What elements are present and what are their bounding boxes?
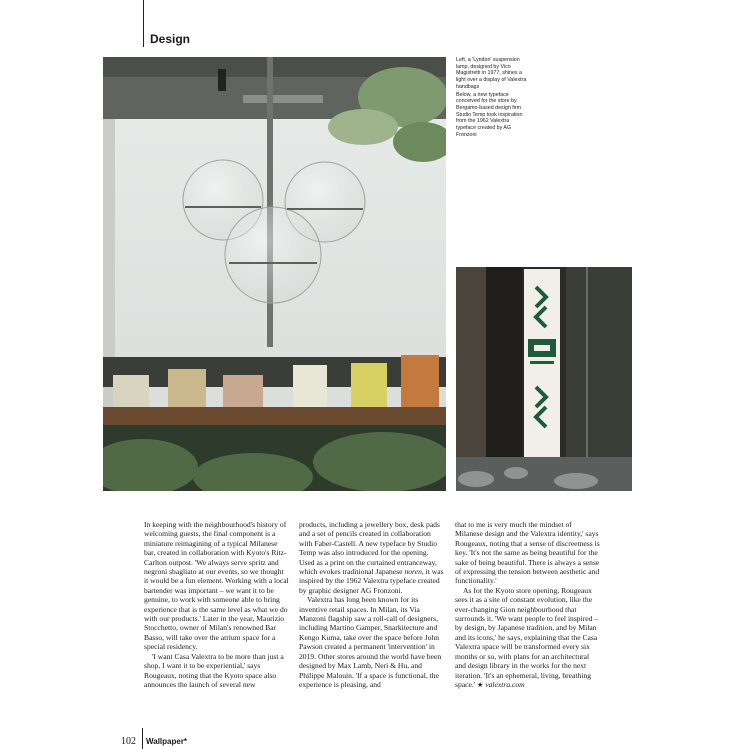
body-column-1: [144, 520, 289, 689]
text-run: As for the Kyoto store opening, Rougeaux sees it as a site of constant evolution, like the ever-changing Gion neighbourhood that surrounds it. 'We want people to feel inspired – by design, by Japanese tradition, and by Milan and its icons,' he says, explaining that the Casa Valextra space will be transformed every six months or so, with plans for an architectural and design library in the works for the next iteration. 'It's an ephemeral, living, breathing space.': [455, 585, 599, 689]
paragraph: 'I want Casa Valextra to be more than just a shop, I want it to be experiential,' says Rougeaux, noting that the Kyoto space also announces the launch of several new: [144, 651, 284, 689]
paragraph: that to me is very much the mindset of Milanese design and the Valextra identity,' says Rougeaux, noting that a sense of discreetness is key. 'It's not the same as being beautiful for the sake of being beautiful. There is always a sense of expressing the tension between aesthetic and functionality.': [455, 520, 600, 586]
body-column-2: [299, 520, 445, 689]
photo-caption: [456, 57, 528, 139]
text-run: products, including a jewellery box, desk pads and a set of pencils created in collaboration with Faber-Castell. A new typeface by Studio Temp was also introduced for the opening. Used as a print on the curtained entranceway, which evokes traditional Japanese: [299, 520, 440, 577]
italic-term: noren: [404, 567, 422, 577]
masthead: Wallpaper*: [146, 737, 188, 746]
end-mark-icon: ★: [477, 680, 484, 689]
footer-rule: [142, 728, 143, 749]
side-photo: [456, 267, 632, 491]
section-title: Design: [150, 32, 191, 46]
body-column-3: [455, 520, 601, 690]
page-number: 102: [121, 736, 136, 747]
main-photo: [103, 57, 446, 491]
text-run: , it was inspired by the 1962 Valextra typeface created by graphic designer AG Fronzoni.: [299, 567, 444, 595]
entrance-typeface-image: [456, 267, 632, 491]
paragraph: Valextra has long been known for its inventive retail spaces. In Milan, its Via Manzoni flagship saw a roll-call of designers, including Martino Gamper, Snarkitecture and Kengo Kuma, take over the space before John Pawson created a permanent 'intervention' in 2019. Other stores around the world have been designed by Max Lamb, Neri & Hu, and Philippe Malouin. 'If a space is functional, the experience is pleasing, and: [299, 595, 442, 689]
caption-typeface: Below, a new typeface conceived for the store by Bergamo-based design firm Studio Temp took inspiration from the 1962 Valextra typeface created by AG Fronzoni: [456, 91, 523, 138]
website-link[interactable]: valextra.com: [485, 679, 525, 689]
caption-lamp: Left, a 'Lyndon' suspension lamp, designed by Vico Magistretti in 1977, shines a light over a display of Valextra handbags: [456, 57, 527, 90]
header-rule: [143, 0, 144, 47]
paragraph: [455, 586, 601, 690]
lamp-display-image: [103, 57, 446, 491]
paragraph: [299, 520, 445, 595]
paragraph: In keeping with the neighbourhood's history of welcoming guests, the final component is a miniature reimagining of a typical Milanese bar, created in collaboration with Kyoto's Ritz-Carlton outpost. 'We always serve spritz and negroni sbagliato at our events, so we thought it would be a fun element. Working with a local bartender was important – we want it to be genuine, to work with someone able to bring experience that is the same level as what we do with our products.' Later in the year, Maurizio Stocchetto, owner of Milan's renowned Bar Basso, will take over the atrium space for a special residency.: [144, 520, 289, 652]
